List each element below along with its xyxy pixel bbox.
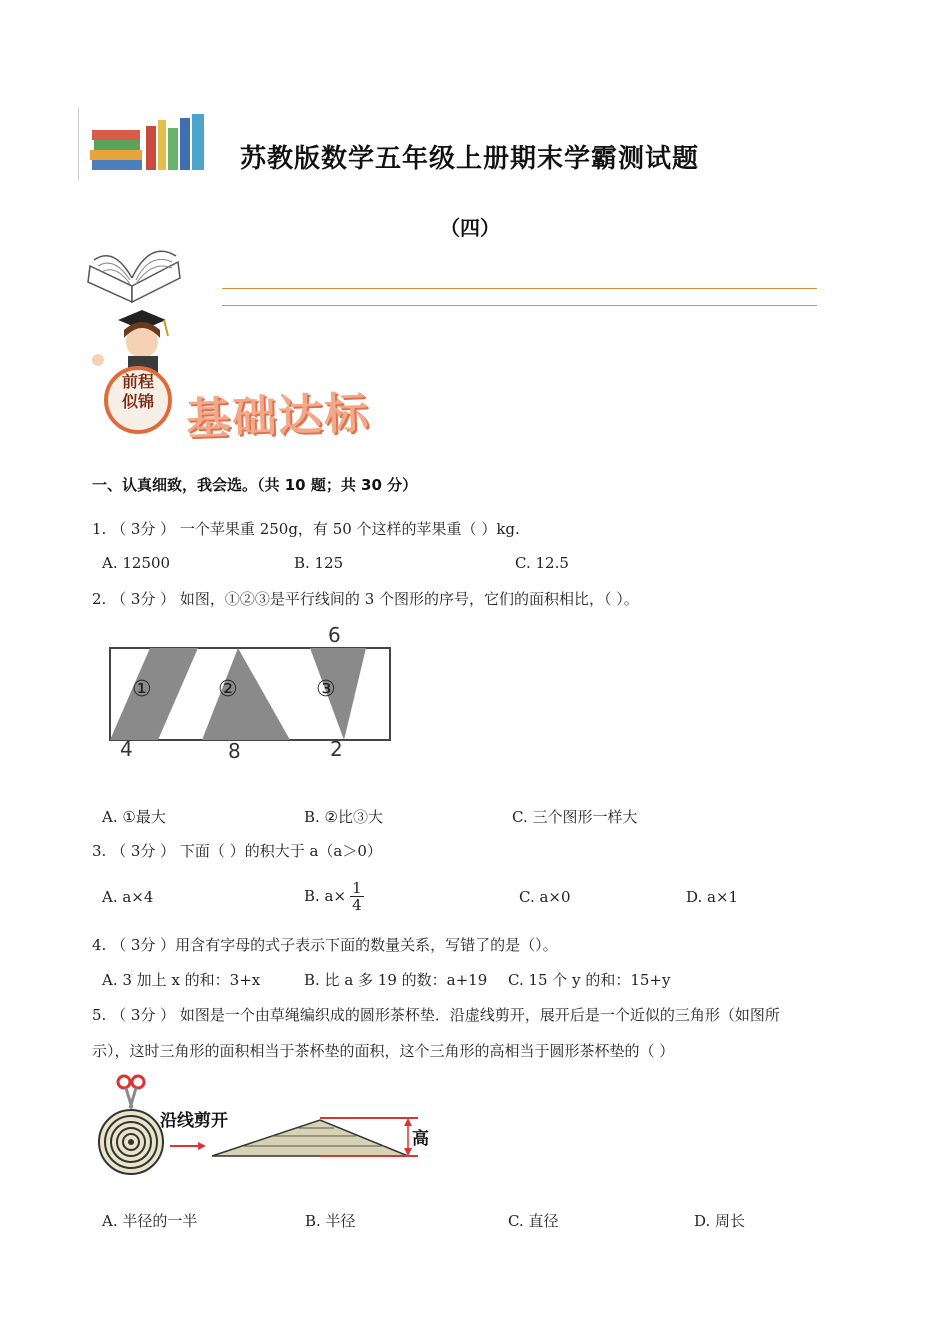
badge-line-1: 前程	[121, 372, 154, 391]
shape-1	[110, 648, 198, 740]
parallel-lines-figure	[104, 620, 398, 766]
label-bottom-2: 2	[330, 737, 343, 761]
q5-option-b: B. 半径	[305, 1212, 356, 1230]
section-heading: 一、认真细致，我会选。（共 10 题；共 30 分）	[92, 476, 418, 494]
coaster-circle	[99, 1110, 163, 1174]
student-mascot-icon	[88, 308, 188, 434]
q5-option-d: D. 周长	[694, 1212, 746, 1230]
q4-option-c: C. 15 个 y 的和：15+y	[508, 971, 671, 989]
mascot-badge	[118, 372, 158, 412]
header-divider	[78, 108, 79, 180]
q2-option-c: C. 三个图形一样大	[512, 808, 638, 826]
q3-option-c: C. a×0	[519, 888, 571, 906]
badge-line-2: 似锦	[121, 392, 154, 411]
q3-option-b	[304, 874, 364, 918]
q1-option-c: C. 12.5	[515, 554, 569, 572]
label-bottom-8: 8	[228, 739, 241, 763]
label-top-6: 6	[328, 623, 341, 647]
question-2: 2. （ 3分 ） 如图，①②③是平行线间的 3 个图形的序号，它们的面积相比，（ ）。	[92, 590, 639, 608]
shape-label-3: ③	[316, 677, 336, 702]
q3-option-a: A. a×4	[102, 888, 154, 906]
section-banner: 基础达标	[185, 387, 371, 446]
page-subtitle: （四）	[440, 216, 500, 240]
q2-option-b: B. ②比③大	[304, 808, 384, 826]
fraction-numerator: 1	[352, 878, 362, 897]
fraction-one-quarter	[350, 880, 364, 913]
question-1: 1. （ 3分 ） 一个苹果重 250g，有 50 个这样的苹果重（ ）kg.	[92, 520, 520, 538]
open-book-icon	[84, 236, 184, 306]
cut-label: 沿线剪开	[160, 1111, 228, 1131]
question-5-line-1: 5. （ 3分 ） 如图是一个由草绳编织成的圆形茶杯垫．沿虚线剪开，展开后是一个近似的三角形（如图所	[92, 1006, 780, 1024]
shape-label-1: ①	[132, 677, 152, 702]
q4-option-a: A. 3 加上 x 的和：3+x	[102, 971, 261, 989]
q3-option-d: D. a×1	[686, 888, 739, 906]
books-icon	[88, 108, 212, 172]
question-3: 3. （ 3分 ） 下面（ ）的积大于 a（a＞0）	[92, 842, 382, 860]
scissors-icon	[118, 1076, 144, 1108]
q4-option-b: B. 比 a 多 19 的数：a+19	[304, 971, 488, 989]
q5-option-a: A. 半径的一半	[102, 1212, 198, 1230]
shape-2	[202, 648, 290, 740]
label-bottom-4: 4	[120, 737, 133, 761]
height-label: 高	[412, 1129, 429, 1149]
page-title: 苏教版数学五年级上册期末学霸测试题	[240, 144, 700, 174]
question-4: 4. （ 3分 ）用含有字母的式子表示下面的数量关系，写错了的是（）。	[92, 936, 558, 954]
q1-option-b: B. 125	[294, 554, 344, 572]
q3-option-b-text: B. a×	[304, 887, 347, 905]
q2-option-a: A. ①最大	[102, 808, 166, 826]
question-5-line-2: 示），这时三角形的面积相当于茶杯垫的面积，这个三角形的高相当于圆形茶杯垫的（ ）	[92, 1042, 675, 1060]
header-rule-top	[222, 288, 817, 289]
unrolled-triangle	[212, 1120, 408, 1156]
q5-option-c: C. 直径	[508, 1212, 559, 1230]
q1-option-a: A. 12500	[102, 554, 171, 572]
header-rule-bottom	[222, 305, 817, 306]
coaster-figure	[94, 1074, 438, 1186]
fraction-denominator: 4	[352, 895, 362, 914]
shape-label-2: ②	[218, 677, 238, 702]
